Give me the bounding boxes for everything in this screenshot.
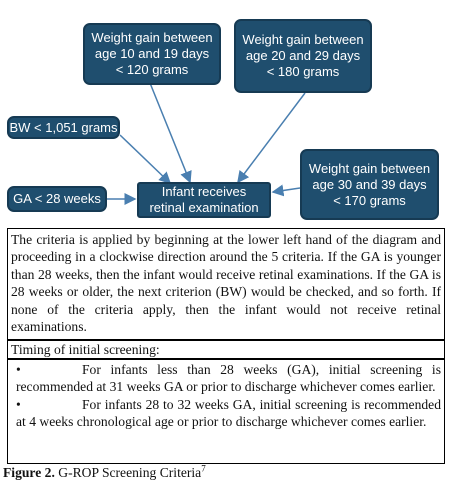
arrow-wg-10-19-to-center	[150, 83, 190, 182]
bullet-marker: •	[16, 396, 21, 412]
arrow-wg-20-29-to-center	[238, 93, 305, 182]
node-weight-gain-30-39: Weight gain between age 30 and 39 days < 170 grams	[300, 149, 439, 220]
timing-heading: Timing of initial screening:	[11, 342, 160, 357]
node-gestational-age: GA < 28 weeks	[7, 186, 107, 212]
timing-heading-box	[7, 340, 445, 359]
node-birth-weight: BW < 1,051 grams	[7, 116, 120, 139]
node-weight-gain-10-19: Weight gain between age 10 and 19 days < 120 grams	[83, 23, 221, 85]
figure-label: Figure 2.	[3, 465, 55, 480]
timing-bullets	[7, 359, 445, 464]
figure-reference: 7	[201, 463, 206, 474]
figure-title: G-ROP Screening Criteria	[54, 465, 202, 480]
screening-criteria-diagram	[0, 0, 450, 232]
bullet-text: For infants less than 28 weeks (GA), initial screening is recommended at 31 weeks GA or prior to discharge whichever comes earlier.	[16, 362, 441, 395]
bullet-text: For infants 28 to 32 weeks GA, initial screening is recommended at 4 weeks chronological age or prior to discharge whichever comes earlier.	[16, 396, 441, 430]
node-infant-receives-exam: Infant receives retinal examination	[137, 182, 271, 218]
node-weight-gain-20-29: Weight gain between age 20 and 29 days < 180 grams	[234, 19, 372, 93]
criteria-explanation	[7, 228, 445, 340]
criteria-paragraph: The criteria is applied by beginning at the lower left hand of the diagram and proceeding in a clockwise direction around the 5 criteria. If the GA is younger than 28 weeks, then the infant would receive retinal examinations. If the GA is 28 weeks or older, the next criterion (BW) would be checked, and so forth. If none of the criteria apply, then the infant would not receive retinal examinations.	[11, 232, 441, 335]
arrow-bw-to-center	[120, 135, 170, 183]
arrow-wg-30-39-to-center	[273, 188, 300, 192]
bullet-item-under-28	[16, 361, 441, 396]
bullet-item-28-to-32	[16, 396, 441, 431]
bullet-marker: •	[16, 362, 21, 377]
figure-caption	[3, 464, 206, 481]
